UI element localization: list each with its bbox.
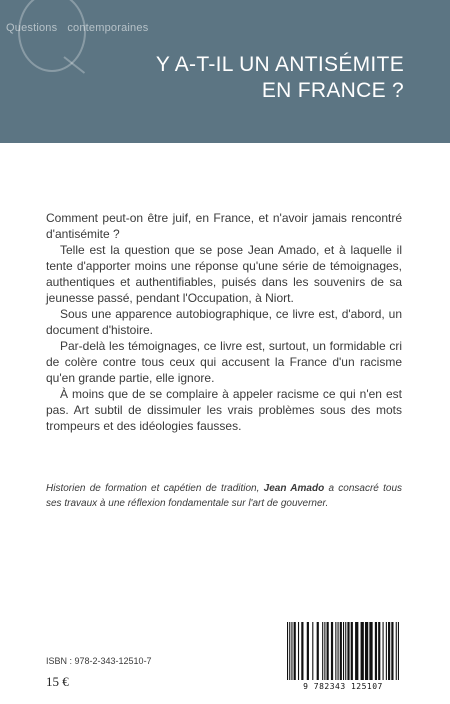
barcode-digits: 9 782343 125107 (303, 682, 383, 691)
barcode-bar (391, 622, 393, 680)
barcode-bar (294, 622, 296, 680)
barcode-bar (369, 622, 372, 680)
series-name (6, 22, 148, 34)
bio-after: a consacré tous ses travaux à une réflexion fondamentale sur l'art de gouverner. (46, 483, 403, 509)
barcode-bars-icon (283, 620, 403, 682)
barcode-bar (340, 622, 342, 680)
barcode-bar (375, 622, 377, 680)
barcode-bar (347, 622, 349, 680)
barcode-bar (322, 622, 323, 680)
barcode-bar (307, 622, 309, 680)
barcode-bar (345, 622, 346, 680)
barcode-bar (378, 622, 380, 680)
paragraph-1: Comment peut-on être juif, en France, et n'avoir jamais rencontré d'antisémite ? (46, 211, 402, 241)
barcode-bar (338, 622, 339, 680)
series-word-1: Questions (6, 22, 58, 34)
barcode-bar (327, 622, 329, 680)
cover-header (0, 0, 450, 143)
barcode-bar (317, 622, 319, 680)
bio-author-name: Jean Amado (263, 483, 325, 494)
back-cover-text (46, 210, 402, 434)
barcode-bar (343, 622, 344, 680)
paragraph-4: Par-delà les témoignages, ce livre est, surtout, un formidable cri de colère contre tous ceux qui accusent la France d'un racisme qu'en grande partie, elle ignore. (46, 339, 402, 385)
book-title-line-1: Y A-T-IL UN ANTISÉMITE (155, 53, 404, 76)
isbn: ISBN : 978-2-343-12510-7 (46, 656, 152, 666)
barcode-bar (289, 622, 290, 680)
barcode (283, 620, 403, 692)
barcode-bar (365, 622, 368, 680)
barcode-bar (383, 622, 384, 680)
book-title (74, 52, 404, 104)
series-word-2: contemporaines (67, 22, 149, 34)
paragraph-5: À moins que de se complaire à appeler racisme ce qui n'en est pas. Art subtil de dissimuler les vrais problèmes sous des mots trompeurs et des idéologies fausses. (46, 387, 402, 433)
book-title-line-2: EN FRANCE ? (261, 79, 404, 102)
barcode-bar (298, 622, 299, 680)
barcode-bar (386, 622, 387, 680)
author-bio (46, 481, 402, 511)
barcode-bar (331, 622, 333, 680)
barcode-bar (396, 622, 397, 680)
price: 15 € (46, 674, 69, 689)
barcode-bar (361, 622, 364, 680)
barcode-bar (398, 622, 399, 680)
barcode-bar (388, 622, 390, 680)
barcode-bar (301, 622, 303, 680)
barcode-bar (335, 622, 336, 680)
barcode-bar (351, 622, 353, 680)
paragraph-3: Sous une apparence autobiographique, ce livre est, d'abord, un document d'histoire. (46, 307, 402, 337)
barcode-bar (355, 622, 358, 680)
barcode-bar (312, 622, 313, 680)
paragraph-2: Telle est la question que se pose Jean Amado, et à laquelle il tente d'apporter moins une réponse qu'une série de témoignages, authentiques et authentifiables, puisés dans les souvenirs de sa jeunesse passé, pendant l'Occupation, à Niort. (46, 243, 402, 305)
barcode-bar (287, 622, 288, 680)
barcode-bar (324, 622, 325, 680)
barcode-bar (291, 622, 292, 680)
bio-before: Historien de formation et capétien de tradition, (46, 483, 264, 494)
